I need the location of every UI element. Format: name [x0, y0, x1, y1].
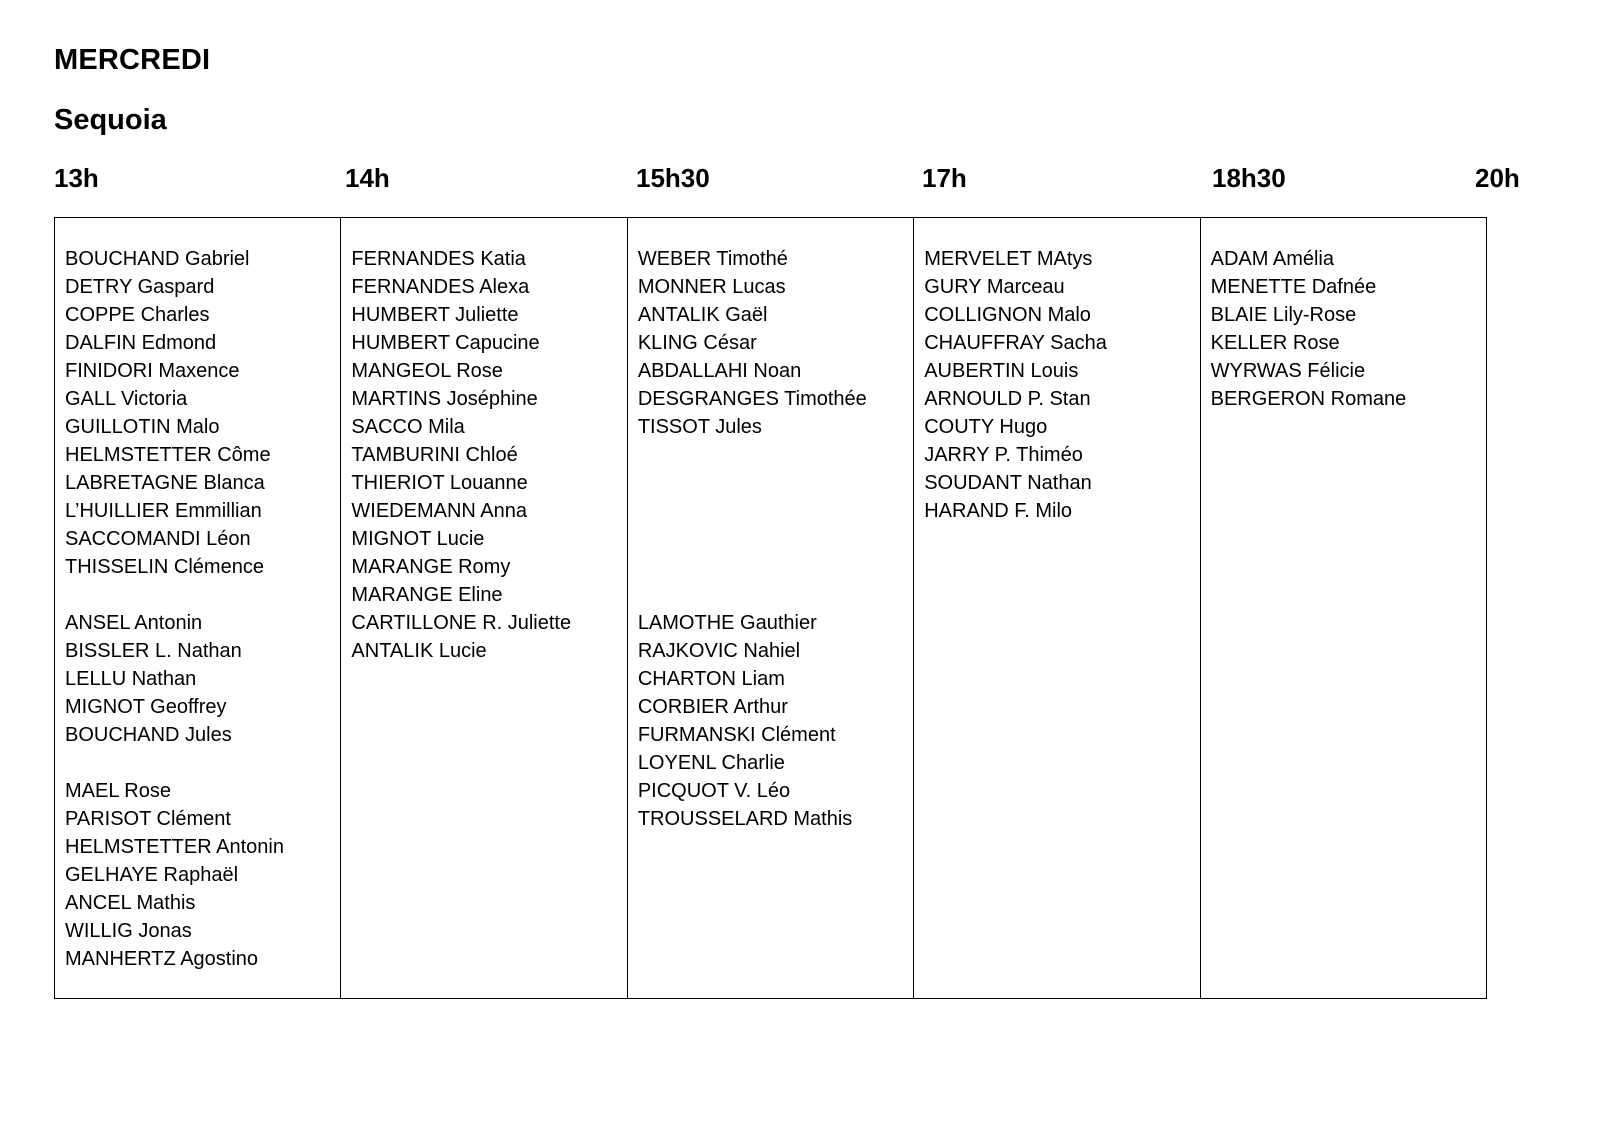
student-name: MARANGE Eline: [351, 584, 503, 606]
student-name: ABDALLAHI Noan: [637, 360, 802, 382]
student-name: JARRY P. Thiméo: [924, 444, 1083, 466]
student-name: LAMOTHE Gauthier: [637, 612, 817, 634]
student-name: KELLER Rose: [1210, 332, 1340, 354]
time-slot-column: [55, 218, 341, 998]
student-name: HARAND F. Milo: [924, 500, 1073, 522]
time-label-15h30: 15h30: [636, 163, 710, 193]
student-name: ARNOULD P. Stan: [924, 388, 1091, 410]
student-name: COLLIGNON Malo: [924, 304, 1091, 326]
student-name: COPPE Charles: [65, 304, 210, 326]
student-name: MERVELET MAtys: [924, 248, 1093, 270]
student-name: LABRETAGNE Blanca: [65, 472, 265, 494]
student-name: MIGNOT Geoffrey: [65, 696, 227, 718]
student-name: CARTILLONE R. Juliette: [351, 612, 572, 634]
student-name: ANCEL Mathis: [65, 892, 196, 914]
student-name: MANGEOL Rose: [351, 360, 503, 382]
student-name: THISSELIN Clémence: [65, 556, 264, 578]
name-group: [1211, 245, 1486, 413]
name-group: [65, 777, 340, 973]
student-name: FERNANDES Katia: [351, 248, 526, 270]
student-name: FURMANSKI Clément: [637, 724, 836, 746]
student-name: GUILLOTIN Malo: [65, 416, 220, 438]
student-name: BERGERON Romane: [1210, 388, 1407, 410]
student-name: DESGRANGES Timothée: [637, 388, 867, 410]
name-group: [65, 245, 340, 581]
student-name: SACCOMANDI Léon: [65, 528, 251, 550]
student-name: TROUSSELARD Mathis: [637, 808, 853, 830]
student-name: HELMSTETTER Côme: [65, 444, 271, 466]
student-name: MANHERTZ Agostino: [65, 948, 259, 970]
student-name: WEBER Timothé: [637, 248, 788, 270]
student-name: COUTY Hugo: [924, 416, 1048, 438]
student-name: BOUCHAND Jules: [65, 724, 232, 746]
student-name: ANTALIK Lucie: [351, 640, 487, 662]
student-name: WYRWAS Félicie: [1210, 360, 1366, 382]
student-name: MARANGE Romy: [351, 556, 511, 578]
day-title: MERCREDI: [54, 44, 211, 76]
student-name: CORBIER Arthur: [637, 696, 788, 718]
student-name: GALL Victoria: [65, 388, 188, 410]
student-name: HUMBERT Juliette: [351, 304, 519, 326]
student-name: SOUDANT Nathan: [924, 472, 1092, 494]
student-name: GELHAYE Raphaël: [65, 864, 239, 886]
student-name: THIERIOT Louanne: [351, 472, 528, 494]
student-name: ANSEL Antonin: [65, 612, 203, 634]
time-slot-column: [628, 218, 914, 998]
student-name: MONNER Lucas: [637, 276, 786, 298]
name-group: [351, 245, 626, 665]
time-slot-column: [341, 218, 627, 998]
student-name: TAMBURINI Chloé: [351, 444, 518, 466]
student-name: AUBERTIN Louis: [924, 360, 1079, 382]
time-label-20h: 20h: [1475, 163, 1520, 193]
student-name: MARTINS Joséphine: [351, 388, 538, 410]
name-group: [638, 609, 913, 833]
time-slot-column: [1201, 218, 1486, 998]
student-name: RAJKOVIC Nahiel: [637, 640, 801, 662]
student-name: DALFIN Edmond: [65, 332, 217, 354]
student-name: LELLU Nathan: [65, 668, 197, 690]
student-name: PICQUOT V. Léo: [637, 780, 791, 802]
student-name: DETRY Gaspard: [65, 276, 215, 298]
student-name: SACCO Mila: [351, 416, 465, 438]
student-name: WIEDEMANN Anna: [351, 500, 528, 522]
time-label-13h: 13h: [54, 163, 99, 193]
student-name: KLING César: [637, 332, 757, 354]
student-name: GURY Marceau: [924, 276, 1065, 298]
student-name: TISSOT Jules: [637, 416, 762, 438]
student-name: CHAUFFRAY Sacha: [924, 332, 1107, 354]
schedule-table: [54, 217, 1487, 999]
time-label-18h30: 18h30: [1212, 163, 1286, 193]
student-name: L’HUILLIER Emmillian: [65, 500, 262, 522]
student-name: MENETTE Dafnée: [1210, 276, 1377, 298]
time-slot-column: [914, 218, 1200, 998]
student-name: HELMSTETTER Antonin: [65, 836, 284, 858]
student-name: CHARTON Liam: [637, 668, 785, 690]
name-group: [638, 245, 913, 441]
student-name: PARISOT Clément: [65, 808, 231, 830]
student-name: ADAM Amélia: [1210, 248, 1334, 270]
student-name: WILLIG Jonas: [65, 920, 192, 942]
student-name: FERNANDES Alexa: [351, 276, 530, 298]
student-name: MIGNOT Lucie: [351, 528, 485, 550]
student-name: HUMBERT Capucine: [351, 332, 540, 354]
time-label-17h: 17h: [922, 163, 967, 193]
student-name: LOYENL Charlie: [637, 752, 785, 774]
time-label-14h: 14h: [345, 163, 390, 193]
name-group: [924, 245, 1199, 525]
name-group: [65, 609, 340, 749]
student-name: BISSLER L. Nathan: [65, 640, 242, 662]
group-title: Sequoia: [54, 104, 167, 136]
student-name: MAEL Rose: [65, 780, 171, 802]
student-name: FINIDORI Maxence: [65, 360, 240, 382]
student-name: ANTALIK Gaël: [637, 304, 768, 326]
student-name: BLAIE Lily-Rose: [1210, 304, 1357, 326]
student-name: BOUCHAND Gabriel: [65, 248, 250, 270]
